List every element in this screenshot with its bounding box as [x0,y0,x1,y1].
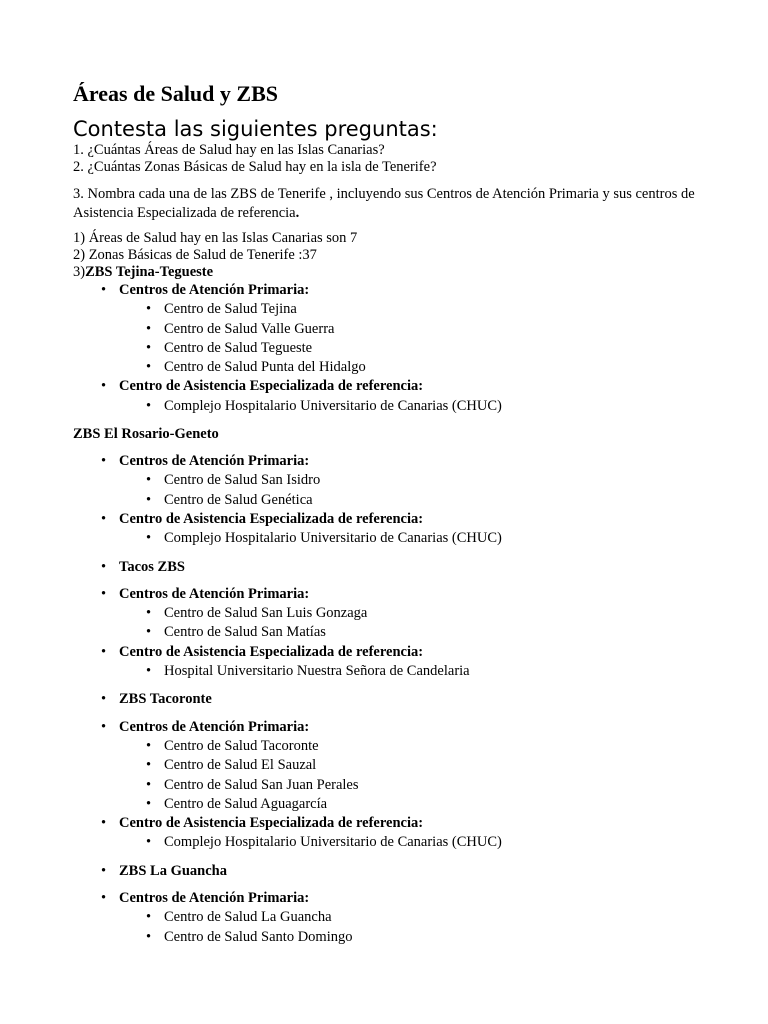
question-1: 1. ¿Cuántas Áreas de Salud hay en las Islas Canarias? [73,142,385,158]
especializada-label: Centro de Asistencia Especializada de referencia: [119,378,424,395]
list-item [73,281,708,377]
list-item [73,776,708,795]
centro-name: Centro de Salud San Juan Perales [164,776,359,793]
especializada-label: Centro de Asistencia Especializada de referencia: [119,643,424,660]
list-item [73,623,708,642]
primaria-label: Centros de Atención Primaria: [119,282,310,298]
primaria-label: Centros de Atención Primaria: [119,890,310,907]
list-item [73,558,708,577]
list-item [73,889,708,947]
bullet: • [101,453,107,470]
centro-name: Centro de Salud Genética [164,491,313,508]
primaria-label: Centros de Atención Primaria: [119,585,310,602]
list-item [73,690,708,709]
bullet: • [101,691,107,708]
answer-2: 2) Zonas Básicas de Salud de Tenerife :37 [73,247,317,263]
bullet: • [146,605,152,622]
question-3 [73,185,708,223]
bullet: • [146,776,152,793]
bullet: • [146,472,152,489]
hospital-name: Hospital Universitario Nuestra Señora de Candelaria [164,663,470,680]
list-item [73,358,708,377]
list-item [73,908,708,927]
zbs-tacoronte-title: ZBS Tacoronte [119,691,212,708]
bullet: • [146,757,152,774]
especializada-label: Centro de Asistencia Especializada de referencia: [119,510,424,527]
list-item [73,510,708,549]
zbs-guancha-list [73,862,708,947]
bullet: • [146,663,152,680]
centro-name: Centro de Salud Valle Guerra [164,320,335,337]
zbs-tacoronte-list [73,690,708,852]
referencia-list [73,397,708,416]
centro-name: Centro de Salud Punta del Hidalgo [164,359,366,376]
bullet: • [101,718,107,735]
centros-list [73,908,708,947]
centro-name: Centro de Salud La Guancha [164,909,332,926]
bullet: • [101,558,107,575]
list-item [73,795,708,814]
document-subtitle: Contesta las siguientes preguntas: [73,117,438,141]
referencia-list [73,833,708,852]
centros-list [73,737,708,814]
centro-name: Centro de Salud San Luis Gonzaga [164,605,368,622]
list-item [73,643,708,682]
centros-list [73,604,708,643]
hospital-name: Complejo Hospitalario Universitario de Canarias (CHUC) [164,530,502,547]
hospital-name: Complejo Hospitalario Universitario de Canarias (CHUC) [164,397,502,414]
zbs-rosario-title: ZBS El Rosario-Geneto [73,426,219,443]
list-item [73,662,708,681]
list-item [73,756,708,775]
list-item [73,814,708,853]
referencia-list [73,662,708,681]
answer-3 [73,264,708,281]
question-2: 2. ¿Cuántas Zonas Básicas de Salud hay en la isla de Tenerife? [73,159,437,175]
centro-name: Centro de Salud San Isidro [164,472,321,489]
list-item [73,491,708,510]
centros-list [73,300,708,377]
bullet: • [146,737,152,754]
bullet: • [146,928,152,945]
bullet: • [101,862,107,879]
bullet: • [101,815,107,832]
primaria-label: Centros de Atención Primaria: [119,453,310,470]
bullet: • [146,359,152,376]
list-item [73,928,708,947]
bullet: • [146,834,152,851]
list-item [73,529,708,548]
centro-name: Centro de Salud Tegueste [164,339,313,356]
list-item [73,718,708,814]
bullet: • [101,585,107,602]
centro-name: Centro de Salud San Matías [164,624,326,641]
bullet: • [146,795,152,812]
bullet: • [101,510,107,527]
list-item [73,320,708,339]
zbs-tacos-title: Tacos ZBS [119,558,185,575]
bullet: • [146,624,152,641]
question-3-period: . [295,205,300,221]
bullet: • [101,282,107,298]
centro-name: Centro de Salud Santo Domingo [164,928,353,945]
centro-name: Centro de Salud El Sauzal [164,757,317,774]
list-item [73,377,708,416]
bullet: • [146,397,152,414]
zbs-tacos-list [73,558,708,682]
answer-1: 1) Áreas de Salud hay en las Islas Canarias son 7 [73,230,358,246]
document-title: Áreas de Salud y ZBS [73,81,278,106]
referencia-list [73,529,708,548]
list-item [73,833,708,852]
bullet: • [146,909,152,926]
bullet: • [146,320,152,337]
list-item [73,604,708,623]
zbs-rosario-list [73,452,708,548]
bullet: • [146,301,152,318]
bullet: • [146,491,152,508]
list-item [73,862,708,881]
bullet: • [101,890,107,907]
list-item [73,452,708,510]
list-item [73,339,708,358]
centro-name: Centro de Salud Tejina [164,301,297,318]
hospital-name: Complejo Hospitalario Universitario de Canarias (CHUC) [164,834,502,851]
zbs-tejina-list [73,281,708,416]
zbs-tejina-title: ZBS Tejina-Tegueste [85,264,214,280]
bullet: • [101,643,107,660]
list-item [73,471,708,490]
list-item [73,397,708,416]
primaria-label: Centros de Atención Primaria: [119,718,310,735]
especializada-label: Centro de Asistencia Especializada de referencia: [119,815,424,832]
bullet: • [146,339,152,356]
centro-name: Centro de Salud Tacoronte [164,737,319,754]
bullet: • [101,378,107,395]
centros-list [73,471,708,510]
list-item [73,585,708,643]
list-item [73,737,708,756]
zbs-guancha-title: ZBS La Guancha [119,862,227,879]
centro-name: Centro de Salud Aguagarcía [164,795,328,812]
bullet: • [146,530,152,547]
answer-3-prefix: 3) [73,264,86,280]
question-3-text: 3. Nombra cada una de las ZBS de Tenerife , incluyendo sus Centros de Atención Primaria y sus centros de Asistencia Especializada de referencia [73,186,695,221]
list-item [73,300,708,319]
